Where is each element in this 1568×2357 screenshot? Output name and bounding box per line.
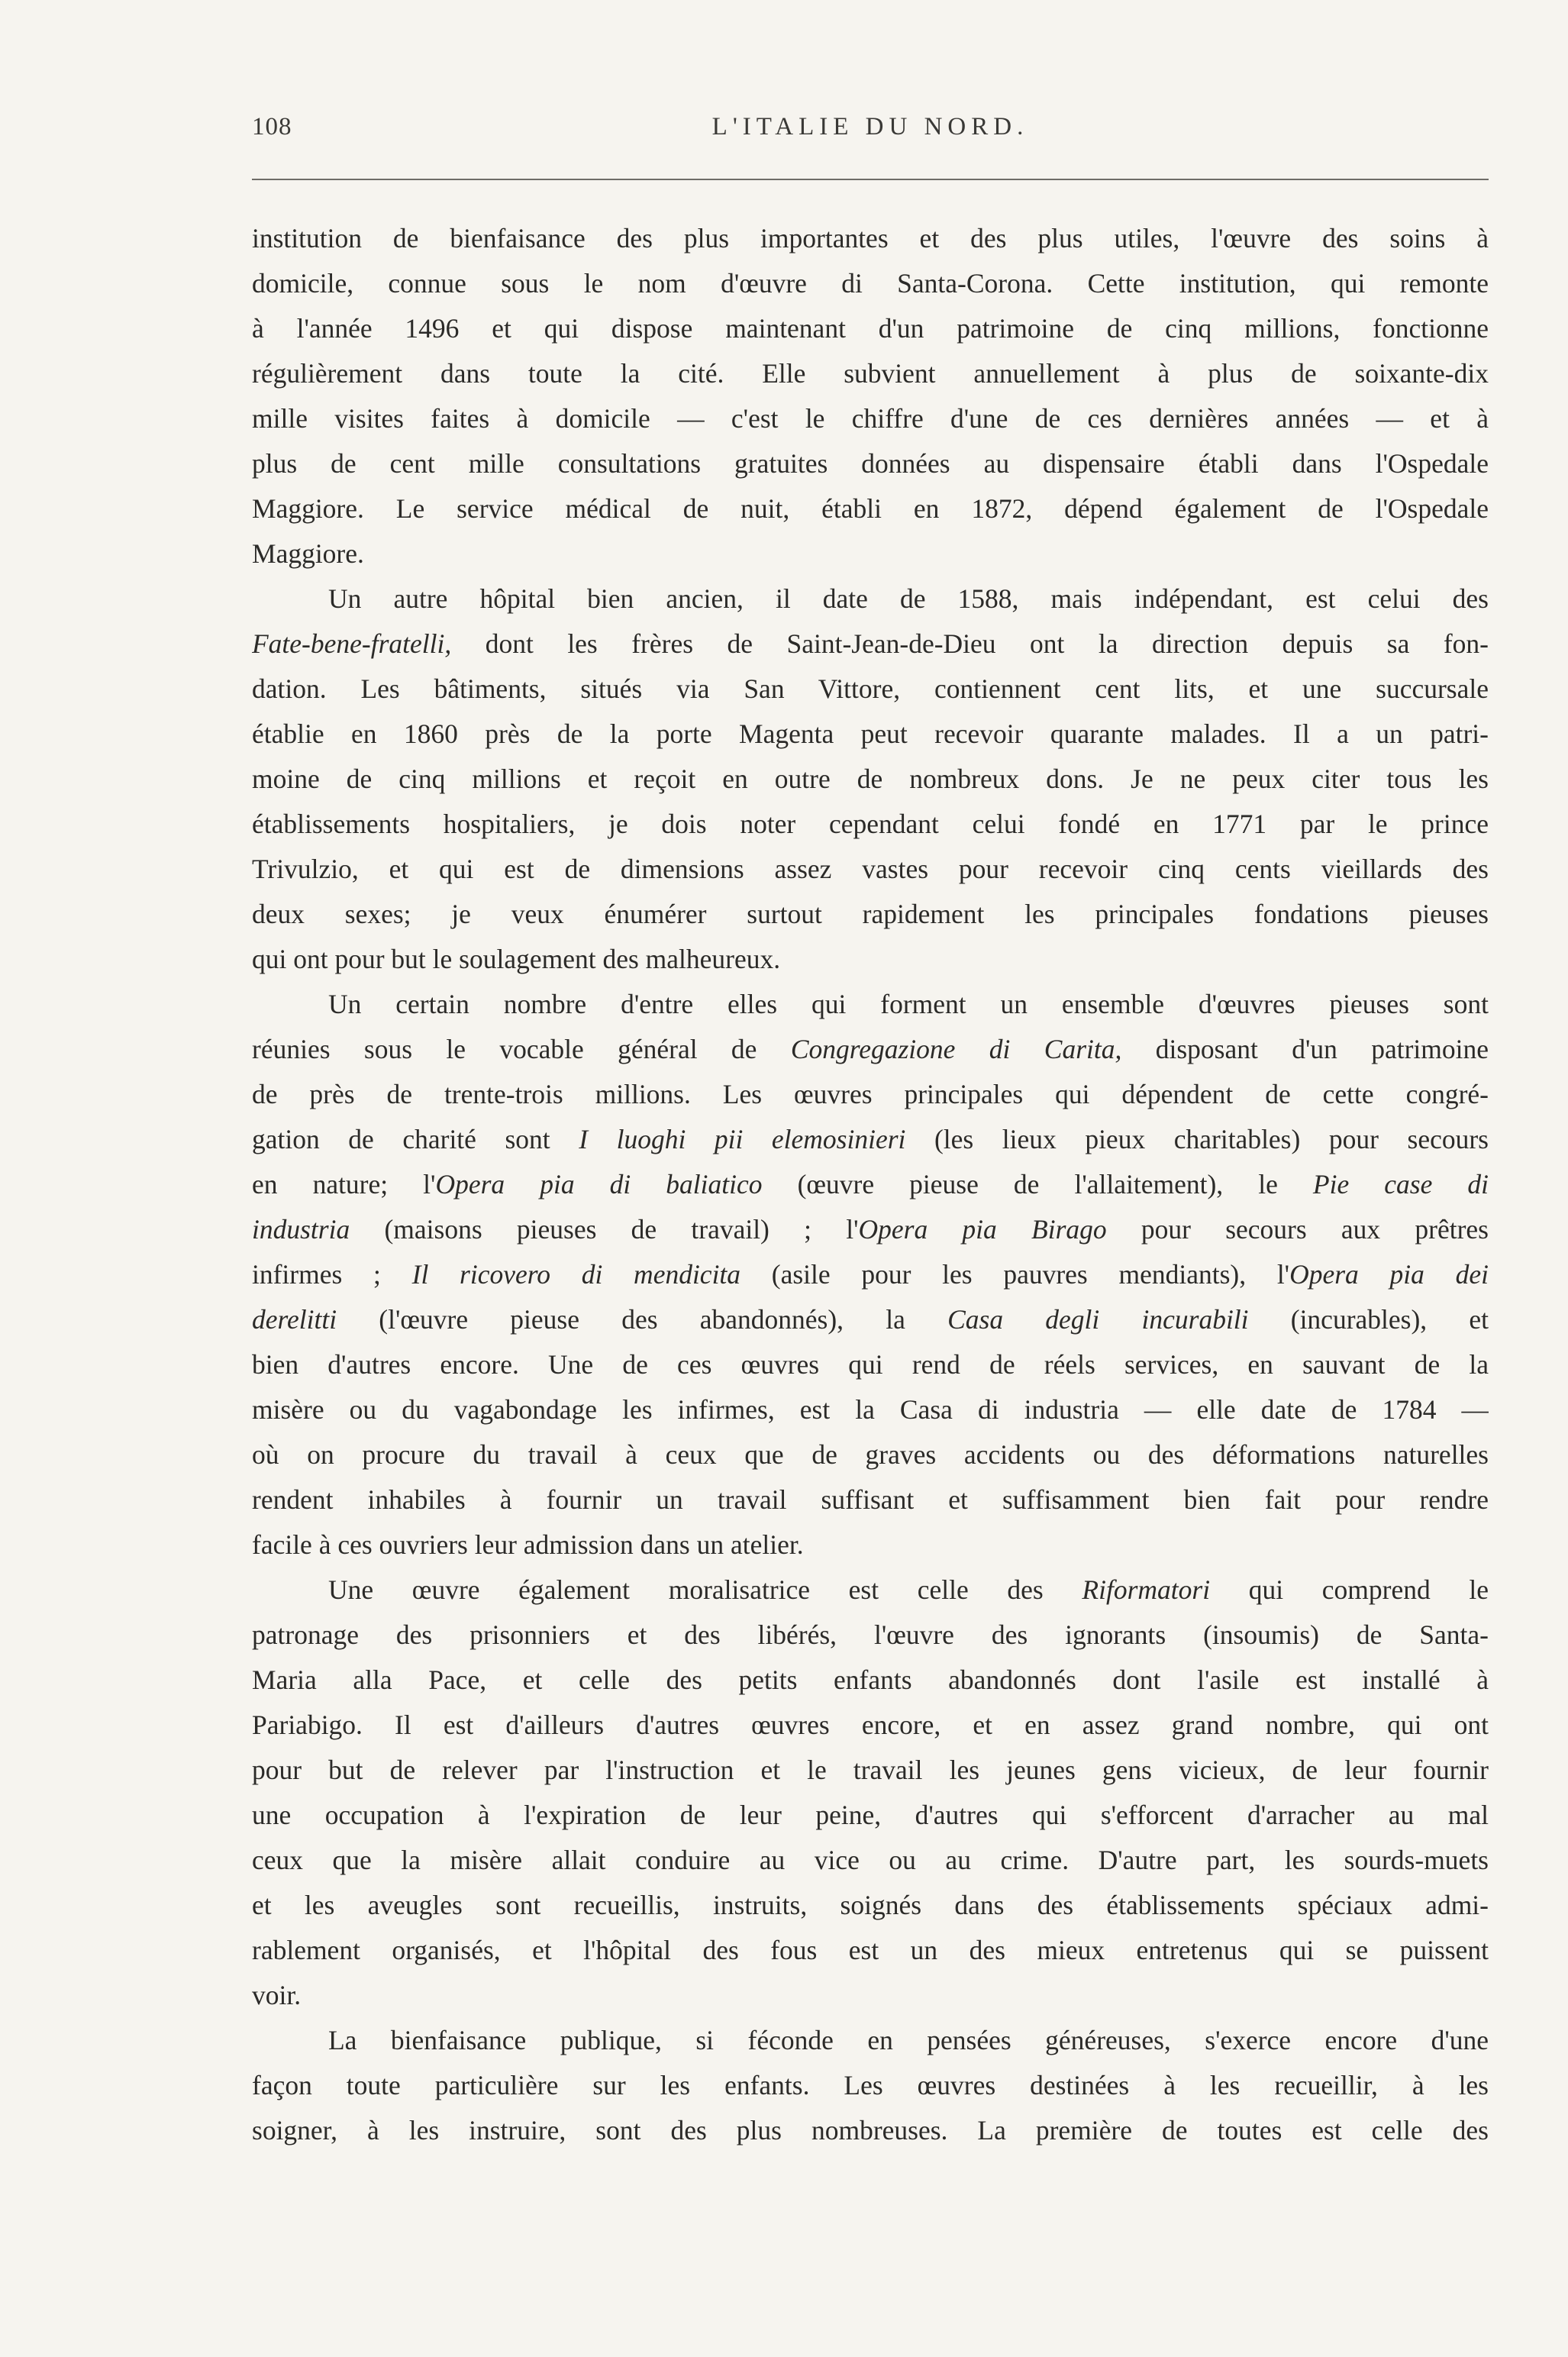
text-span: dont les frères de Saint-Jean-de-Dieu ont la direction depuis sa fon- [451,628,1489,659]
text-line: plus de cent mille consultations gratuites données au dispensaire établi dans l'Ospedale [252,448,1489,479]
text-line: façon toute particulière sur les enfants. Les œuvres destinées à les recueillir, à les [252,2070,1489,2100]
text-line: et les aveugles sont recueillis, instruits, soignés dans des établissements spéciaux admi- [252,1890,1489,1920]
italic-term: derelitti [252,1304,337,1335]
text-line: Maggiore. Le service médical de nuit, établi en 1872, dépend également de l'Ospedale [252,493,1489,524]
text-line [252,1162,1489,1207]
italic-term: Il ricovero di mendicita [411,1259,741,1290]
text-line: bien d'autres encore. Une de ces œuvres qui rend de réels services, en sauvant de la [252,1349,1489,1380]
text-line: de près de trente-trois millions. Les œuvres principales qui dépendent de cette congré- [252,1079,1489,1109]
page-header [252,113,1489,156]
text-span: disposant d'un patrimoine [1121,1034,1489,1064]
text-line: dation. Les bâtiments, situés via San Vittore, contiennent cent lits, et une succursale [252,673,1489,704]
page-number: 108 [252,113,292,140]
italic-term: I luoghi pii elemosinieri [579,1124,906,1154]
italic-term: Opera pia dei [1289,1259,1489,1290]
italic-term: Congregazione di Carita, [790,1034,1122,1064]
italic-term: Pie case di [1312,1169,1489,1199]
text-span: qui comprend le [1210,1574,1489,1605]
italic-term: Opera pia Birago [858,1214,1107,1245]
text-line: qui ont pour but le soulagement des malheureux. [252,944,781,974]
italic-term: Opera pia di baliatico [435,1169,763,1199]
text-line: Maria alla Pace, et celle des petits enfants abandonnés dont l'asile est installé à [252,1664,1489,1695]
italic-term: Fate-bene-fratelli, [252,628,452,659]
text-span: en nature; l' [252,1169,436,1199]
text-line [252,1297,1489,1342]
text-span: infirmes ; [252,1259,412,1290]
text-span: pour secours aux prêtres [1106,1214,1489,1245]
italic-term: Casa degli incurabili [947,1304,1249,1335]
text-line: Pariabigo. Il est d'ailleurs d'autres œuvres encore, et en assez grand nombre, qui ont [252,1710,1489,1740]
text-line: Un certain nombre d'entre elles qui forment un ensemble d'œuvres pieuses sont [328,989,1489,1019]
text-line: à l'année 1496 et qui dispose maintenant d'un patrimoine de cinq millions, fonctionne [252,313,1489,344]
text-line: une occupation à l'expiration de leur peine, d'autres qui s'efforcent d'arracher au mal [252,1800,1489,1830]
text-line: Trivulzio, et qui est de dimensions assez vastes pour recevoir cinq cents vieillards des [252,854,1489,884]
text-line: où on procure du travail à ceux que de graves accidents ou des déformations naturelles [252,1439,1489,1470]
text-span: gation de charité sont [252,1124,579,1154]
running-title: L'ITALIE DU NORD. [711,113,1029,140]
text-line: facile à ces ouvriers leur admission dans un atelier. [252,1529,804,1560]
text-span: (maisons pieuses de travail) ; l' [350,1214,859,1245]
text-span: (incurables), et [1248,1304,1489,1335]
text-span: (asile pour les pauvres mendiants), l' [740,1259,1290,1290]
text-span: Une œuvre également moralisatrice est celle des [328,1574,1082,1605]
text-line: patronage des prisonniers et des libérés, l'œuvre des ignorants (insoumis) de Santa- [252,1619,1489,1650]
text-span: réunies sous le vocable général de [252,1034,791,1064]
italic-term: industria [252,1214,350,1245]
text-span: (œuvre pieuse de l'allaitement), le [762,1169,1313,1199]
text-line: moine de cinq millions et reçoit en outre de nombreux dons. Je ne peux citer tous les [252,764,1489,794]
text-line [252,1027,1489,1072]
text-span: (l'œuvre pieuse des abandonnés), la [337,1304,948,1335]
text-line: établissements hospitaliers, je dois noter cependant celui fondé en 1771 par le prince [252,809,1489,839]
text-line: ceux que la misère allait conduire au vice ou au crime. D'autre part, les sourds-muets [252,1845,1489,1875]
text-line [252,622,1489,667]
body-text [252,216,1489,2153]
text-span: (les lieux pieux charitables) pour secours [905,1124,1489,1154]
text-line: régulièrement dans toute la cité. Elle subvient annuellement à plus de soixante-dix [252,358,1489,389]
text-line: pour but de relever par l'instruction et le travail les jeunes gens vicieux, de leur fournir [252,1755,1489,1785]
text-line: établie en 1860 près de la porte Magenta peut recevoir quarante malades. Il a un patri- [252,718,1489,749]
text-line: deux sexes; je veux énumérer surtout rapidement les principales fondations pieuses [252,899,1489,929]
text-line: institution de bienfaisance des plus importantes et des plus utiles, l'œuvre des soins à [252,223,1489,253]
text-line: Un autre hôpital bien ancien, il date de 1588, mais indépendant, est celui des [328,583,1489,614]
text-line [252,1207,1489,1252]
text-line: soigner, à les instruire, sont des plus nombreuses. La première de toutes est celle des [252,2115,1489,2146]
text-line [252,1252,1489,1297]
text-line [252,1568,1489,1613]
text-line [252,1117,1489,1162]
text-line: rablement organisés, et l'hôpital des fous est un des mieux entretenus qui se puissent [252,1935,1489,1965]
text-line: Maggiore. [252,538,364,569]
text-line: voir. [252,1980,302,2010]
text-line: misère ou du vagabondage les infirmes, est la Casa di industria — elle date de 1784 — [252,1394,1489,1425]
text-line: La bienfaisance publique, si féconde en pensées généreuses, s'exerce encore d'une [328,2025,1489,2055]
text-line: rendent inhabiles à fournir un travail suffisant et suffisamment bien fait pour rendre [252,1484,1489,1515]
text-line: domicile, connue sous le nom d'œuvre di Santa-Corona. Cette institution, qui remonte [252,268,1489,299]
header-rule [252,179,1489,180]
italic-term: Riformatori [1082,1574,1211,1605]
text-line: mille visites faites à domicile — c'est le chiffre d'une de ces dernières années — et à [252,403,1489,434]
